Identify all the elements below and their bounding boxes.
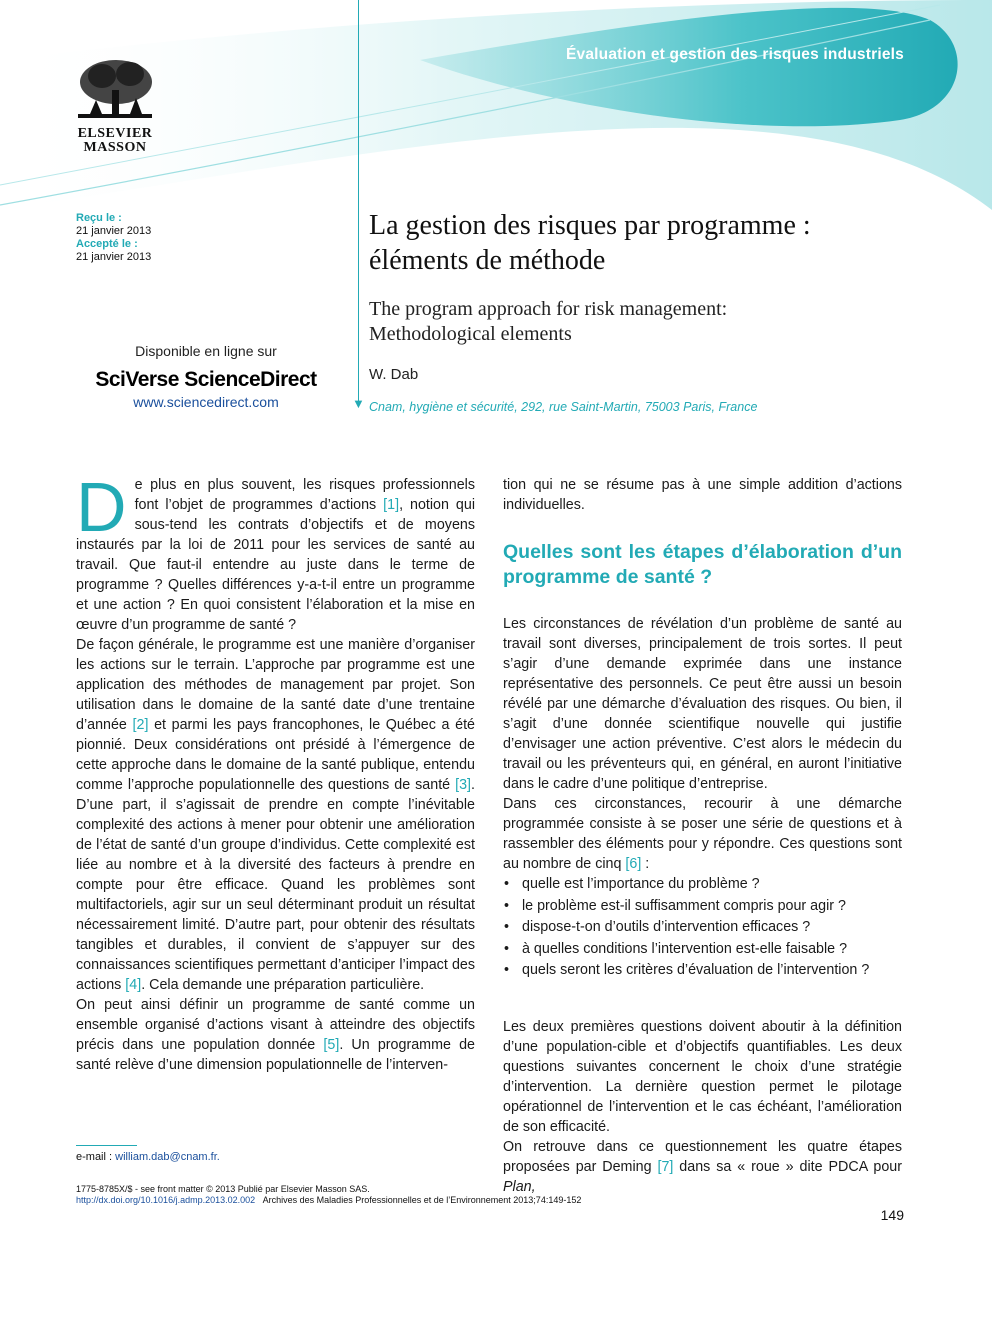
platform-link[interactable]: www.sciencedirect.com [133,394,279,410]
list-item: • dispose-t-on d’outils d’intervention efficaces ? [503,917,902,939]
text-run: et parmi les pays francophones, le Québec a été pionnié. Deux considérations ont présidé à l’émergence de cette approche dans le domaine de la santé publique, entendu comme l’approche populationnelle des questions de santé [76,717,475,793]
platform-name: SciVerse ScienceDirect [95,368,317,391]
citation-link[interactable]: [5] [323,1037,340,1053]
issn-line: 1775-8785X/$ - see front matter © 2013 Publié par Elsevier Masson SAS. [76,1184,370,1194]
text-run: . D’une part, il s’agissait de prendre en compte l’inévitable complexité des actions à mener pour obtenir une amélioration de l’état de santé d’un groupe d’individus. Cette complexité est liée au nombre et à la diversité des facteurs à prendre en compte pour être efficace. Quand les problèmes sont multifactoriels, agir sur un seul déterminant produit un résultat nécessairement limité. D’autre part, pour obtenir des résultats tangibles et durables, il convient de s’appuyer sur des connaissances scientifiques permettant d’anticiper l’impact des actions [76,777,475,993]
availability-label: Disponible en ligne sur [135,343,277,359]
title-french [369,208,929,278]
vertical-rule [358,0,359,405]
paragraph [503,794,902,874]
footnote [76,1151,220,1163]
title-french-line-2: éléments de méthode [369,245,606,276]
paragraph: Les deux premières questions doivent aboutir à la définition d’une population-cible et d’objectifs quantifiables. Les deux questions suivantes concernent le choix d’une stratégie d’intervention. La dernière question permet le pilotage opérationnel de l’intervention et le cas échéant, l’amélioration de son efficacité. [503,1018,902,1135]
text-run: Plan, [503,1178,536,1195]
text-run: On peut ainsi définir un programme de santé comme un ensemble organisé d’actions visant à atteindre des objectifs précis dans une population donnée [76,997,475,1053]
list-item: • quels seront les critères d’évaluation de l’intervention ? [503,960,902,982]
text-run: e plus en plus souvent, les risques professionnels font l’objet de programmes d’actions [134,477,475,513]
body-column-left [76,468,475,1075]
publisher-name-1: ELSEVIER [77,126,153,141]
paragraph [76,468,475,635]
citation-link[interactable]: [2] [132,717,149,733]
title-english [369,297,929,347]
affiliation: Cnam, hygiène et sécurité, 292, rue Saint-Martin, 75003 Paris, France [369,400,758,414]
citation-link[interactable]: [6] [625,856,642,872]
text-run: : [641,856,650,872]
email-label: e-mail : [76,1151,116,1163]
citation-link[interactable]: [7] [657,1158,674,1175]
dropcap: D [76,468,127,546]
list-item: • le problème est-il suffisamment compris pour agir ? [503,896,902,918]
copyright-block [76,1184,581,1206]
text-run: De façon générale, le programme est une manière d’organiser les actions sur le terrain. L’approche par programme est une application des méthodes de management par projet. Son utilisation dans le domaine de la santé date d’une trentaine d’année [76,637,475,733]
tree-icon [72,54,158,122]
text-run: . Un programme de santé relève d’une dimension populationnelle de l’interven- [76,1037,475,1073]
received-label: Reçu le : [76,212,122,224]
paragraph: tion qui ne se résume pas à une simple addition d’actions individuelles. [503,477,902,513]
footnote-rule [76,1145,137,1146]
publisher-name-2: MASSON [83,140,147,155]
accepted-date: 21 janvier 2013 [76,251,152,263]
paragraph [76,635,475,995]
accepted-label: Accepté le : [76,238,138,250]
text-run: On retrouve dans ce questionnement les quatre étapes proposées par Deming [503,1138,902,1175]
paragraph [76,995,475,1075]
section-tag: Évaluation et gestion des risques industriels [565,46,904,63]
citation-link[interactable]: [3] [455,777,472,793]
availability-block [76,343,336,410]
paragraph: Les circonstances de révélation d’un problème de santé au travail sont diverses, principalement de trois sortes. Il peut s’agir d’une demande exprimée dans une instance représentative des personnels. Ce peut être aussi un besoin révélé par une démarche d’évaluation des risques. Ou bien, il s’agit d’une donnée scientifique nouvelle qui justifie d’envisager une action préventive. C’est alors le médecin du travail ou les préventeurs qui, en général, en auront l’initiative dans le cadre d’une politique d’entreprise. [503,616,902,792]
citation-link[interactable]: [1] [383,497,400,513]
title-french-line-1: La gestion des risques par programme : [369,210,811,241]
question-list [503,874,902,982]
text-run: Dans ces circonstances, recourir à une démarche programmée consiste à se poser une série de questions et à rassembler des éléments pour y répondre. Ces questions sont au nombre de cinq [503,796,902,872]
received-date: 21 janvier 2013 [76,225,152,237]
text-run: . Cela demande une préparation particulière. [141,977,425,993]
page-number: 149 [880,1207,904,1223]
article-dates [76,212,151,264]
list-item: • à quelles conditions l’intervention est-elle faisable ? [503,939,902,961]
section-heading: Quelles sont les étapes d’élaboration d’un programme de santé ? [503,541,902,588]
arrow-down-icon: ▼ [352,396,365,411]
body-column-right [503,475,902,1197]
author: W. Dab [369,366,419,383]
title-english-line-2: Methodological elements [369,323,572,345]
email-link[interactable]: william.dab@cnam.fr. [115,1151,220,1163]
text-run: dans sa « roue » dite PDCA pour [673,1158,902,1175]
title-english-line-1: The program approach for risk management: [369,298,728,320]
journal-citation: Archives des Maladies Professionnelles et de l’Environnement 2013;74:149-152 [262,1195,582,1205]
doi-link[interactable]: http://dx.doi.org/10.1016/j.admp.2013.02.002 [76,1195,256,1205]
text-run: , notion qui sous-tend les contrats d’objectifs et de moyens instaurés par la loi de 2011 pour les services de santé au travail. Que faut-il entendre au juste dans le terme de programme ? Quelles différences y-a-t-il entre un programme et une action ? En quoi consistent l’élaboration et la mise en œuvre d’un programme de santé ? [76,497,475,633]
publisher-logo [72,54,158,155]
citation-link[interactable]: [4] [125,977,142,993]
list-item: • quelle est l’importance du problème ? [503,874,902,896]
